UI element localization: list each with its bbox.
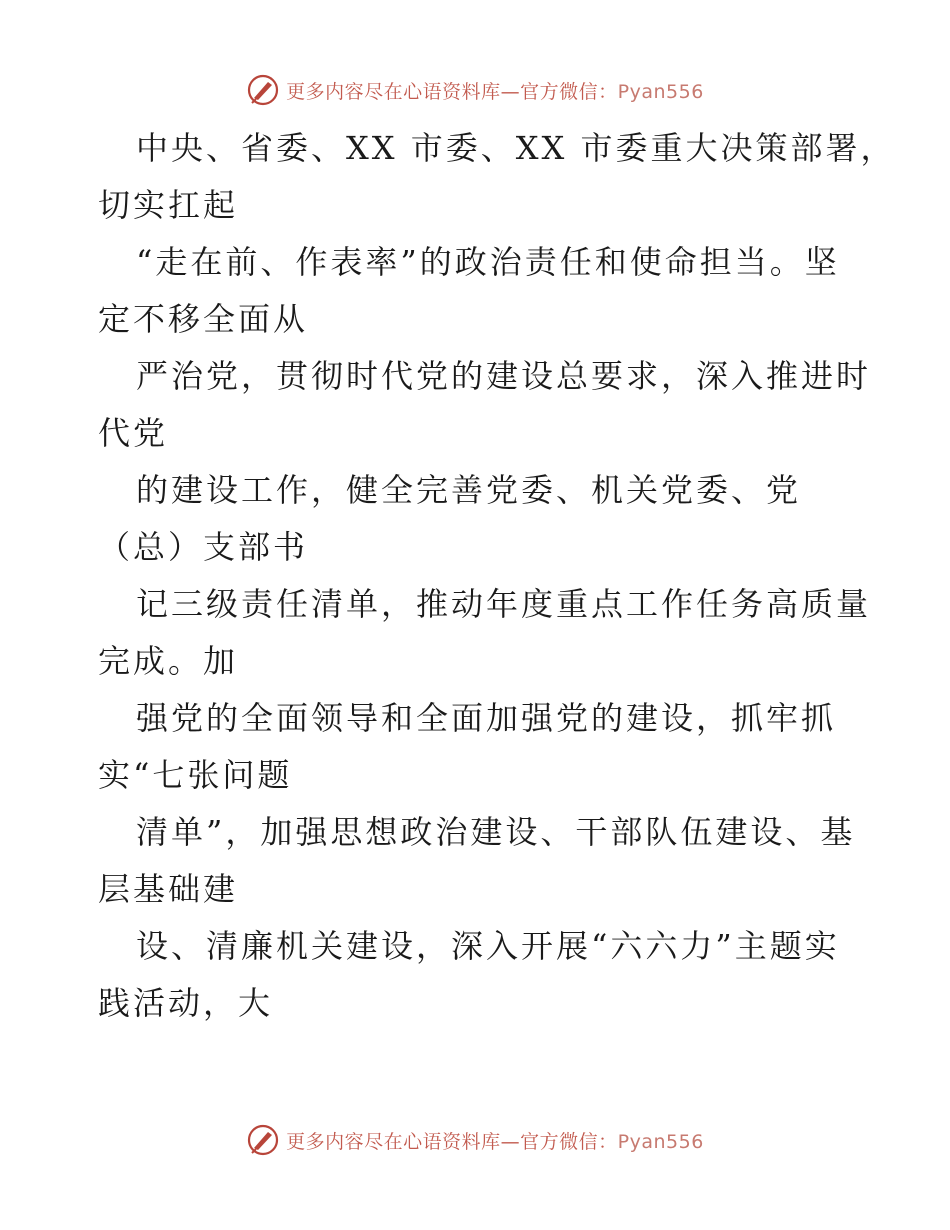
body-text-line: 严治党，贯彻时代党的建设总要求，深入推进时 <box>136 357 872 395</box>
watermark-text: 更多内容尽在心语资料库—官方微信：Pyan556 <box>286 1130 704 1153</box>
quill-logo-icon <box>246 73 280 107</box>
body-text-line: 强党的全面领导和全面加强党的建设，抓牢抓 <box>136 699 837 737</box>
body-text-line: 代党 <box>98 414 169 452</box>
body-text-line: 层基础建 <box>98 870 239 908</box>
body-text-line: “走在前、作表率”的政治责任和使命担当。坚 <box>136 243 840 281</box>
watermark-text: 更多内容尽在心语资料库—官方微信：Pyan556 <box>286 80 704 103</box>
body-text-line: 的建设工作，健全完善党委、机关党委、党 <box>136 471 802 509</box>
footer-watermark <box>0 1120 950 1160</box>
header-watermark <box>0 70 950 110</box>
body-text-line: 定不移全面从 <box>98 300 309 338</box>
body-text-line: 践活动，大 <box>98 984 274 1022</box>
quill-logo-icon <box>246 1123 280 1157</box>
body-text-line: 中央、省委、XX 市委、XX 市委重大决策部署， <box>136 129 896 167</box>
body-text-line: （总）支部书 <box>98 528 309 566</box>
body-text-line: 清单”，加强思想政治建设、干部队伍建设、基 <box>136 813 856 851</box>
body-text-line: 记三级责任清单，推动年度重点工作任务高质量 <box>136 585 872 623</box>
document-body <box>98 120 896 1032</box>
body-text-line: 切实扛起 <box>98 186 239 224</box>
body-text-line: 完成。加 <box>98 642 239 680</box>
body-text-line: 实“七张问题 <box>98 756 293 794</box>
body-text-line: 设、清廉机关建设，深入开展“六六力”主题实 <box>136 927 840 965</box>
